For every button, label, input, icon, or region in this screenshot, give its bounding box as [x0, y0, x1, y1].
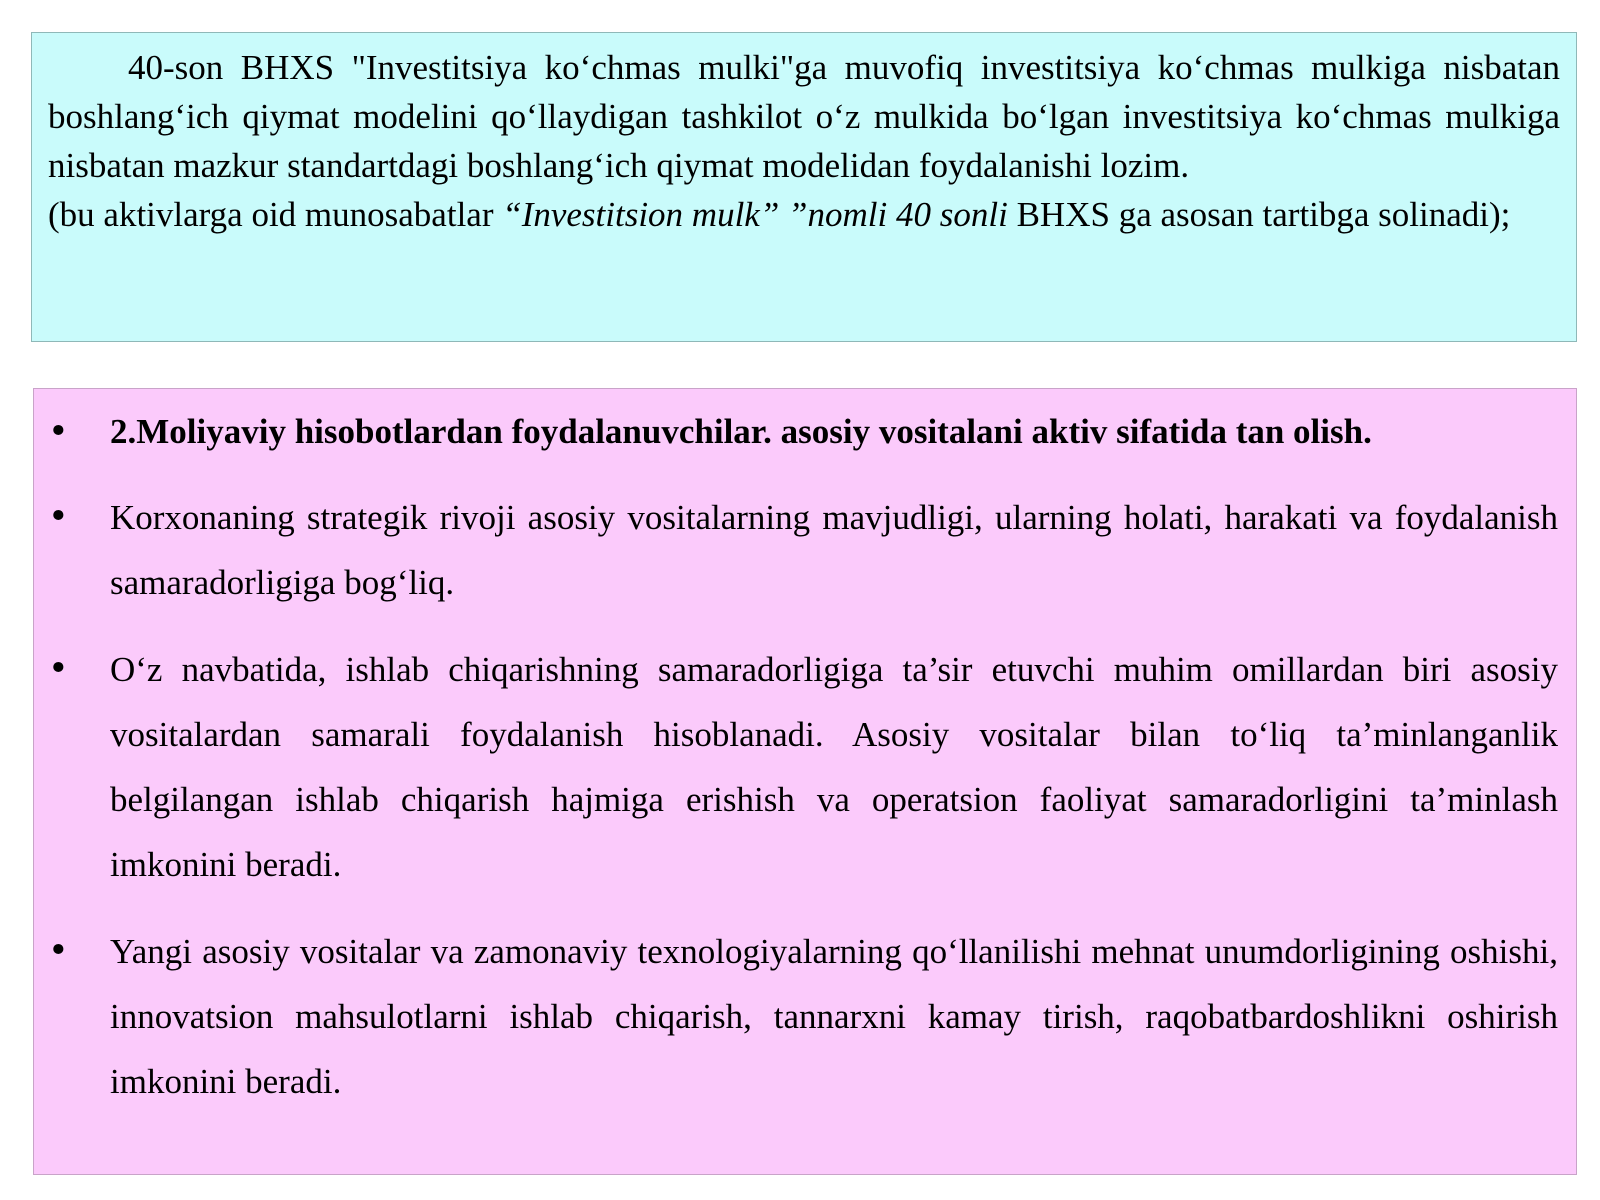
bullet-icon: •	[48, 931, 69, 971]
list-item-heading	[34, 407, 1558, 457]
bullet-icon: •	[48, 412, 69, 452]
regulation-note-italic: “Investitsion mulk” ”nomli 40 sonli	[502, 195, 1008, 234]
standard-paragraph: 40-son BHXS "Investitsiya ko‘chmas mulki"ga muvofiq investitsiya ko‘chmas mulkiga nisbatan boshlang‘ich qiymat modelini qo‘llaydigan tashkilot o‘z mulkida bo‘lgan investitsiya ko‘chmas mulkiga nisbatan mazkur standartdagi boshlang‘ich qiymat modelidan foydalanishi lozim.	[48, 48, 1560, 185]
list-item-text: Yangi asosiy vositalar va zamonaviy texnologiyalarning qo‘llanilishi mehnat unumdorligining oshishi, innovatsion mahsulotlarni ishlab chiqarish, tannarxni kamay tirish, raqobatbardoshlikni oshirish imkonini beradi.	[110, 932, 1558, 1101]
list-item	[34, 637, 1558, 897]
list-item	[34, 919, 1558, 1114]
fixed-assets-box	[33, 388, 1577, 1175]
bullet-list	[34, 407, 1558, 1114]
regulation-note	[48, 190, 1560, 239]
section-heading: 2.Moliyaviy hisobotlardan foydalanuvchilar. asosiy vositalani aktiv sifatida tan olish.	[110, 412, 1372, 451]
regulation-note-start: (bu aktivlarga oid munosabatlar	[48, 195, 503, 234]
list-item	[34, 485, 1558, 615]
bullet-icon: •	[48, 497, 69, 537]
standard-reference-box	[31, 32, 1577, 342]
list-item-text: O‘z navbatida, ishlab chiqarishning samaradorligiga ta’sir etuvchi muhim omillardan biri asosiy vositalardan samarali foydalanish hisoblanadi. Asosiy vositalar bilan to‘liq ta’minlanganlik belgilangan ishlab chiqarish hajmiga erishish va operatsion faoliyat samaradorligini ta’minlash imkonini beradi.	[110, 650, 1558, 884]
list-item-text: Korxonaning strategik rivoji asosiy vositalarning mavjudligi, ularning holati, harakati va foydalanish samaradorligiga bog‘liq.	[110, 498, 1558, 602]
regulation-note-end: BHXS ga asosan tartibga solinadi);	[1007, 195, 1511, 234]
bullet-icon: •	[48, 649, 69, 689]
